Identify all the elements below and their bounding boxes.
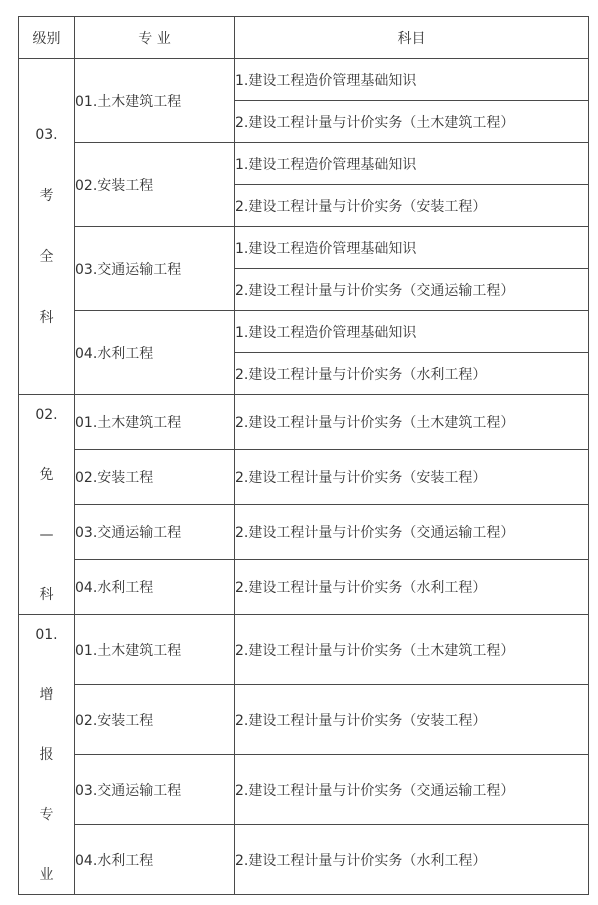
level-name-char: 免 (39, 466, 54, 483)
level-name-char: 考 (39, 188, 54, 204)
level-name-char: 报 (39, 746, 54, 763)
level-label-full (19, 127, 74, 326)
level-cell-exempt-one (19, 395, 75, 615)
major-cell: 02.安装工程 (75, 450, 235, 505)
header-subject: 科目 (235, 17, 589, 59)
subject-cell: 2.建设工程计量与计价实务（水利工程） (235, 825, 589, 895)
subject-cell: 1.建设工程造价管理基础知识 (235, 227, 589, 269)
major-cell: 01.土木建筑工程 (75, 395, 235, 450)
major-cell: 03.交通运输工程 (75, 755, 235, 825)
level-name-char: 科 (39, 310, 54, 326)
level-cell-add-major (19, 615, 75, 895)
major-cell: 01.土木建筑工程 (75, 59, 235, 143)
level-cell-full (19, 59, 75, 395)
table-row (19, 143, 589, 185)
major-cell: 04.水利工程 (75, 825, 235, 895)
subject-cell: 1.建设工程造价管理基础知识 (235, 311, 589, 353)
major-cell: 03.交通运输工程 (75, 505, 235, 560)
subject-cell: 2.建设工程计量与计价实务（交通运输工程） (235, 505, 589, 560)
table-row (19, 615, 589, 685)
subject-cell: 1.建设工程造价管理基础知识 (235, 59, 589, 101)
subject-cell: 2.建设工程计量与计价实务（安装工程） (235, 185, 589, 227)
table-row (19, 59, 589, 101)
table-row (19, 560, 589, 615)
exam-subject-table (18, 16, 589, 895)
table-row (19, 311, 589, 353)
level-label-exempt-one (19, 407, 74, 603)
subject-cell: 2.建设工程计量与计价实务（安装工程） (235, 685, 589, 755)
subject-cell: 2.建设工程计量与计价实务（土木建筑工程） (235, 615, 589, 685)
table-header-row (19, 17, 589, 59)
subject-cell: 1.建设工程造价管理基础知识 (235, 143, 589, 185)
major-cell: 04.水利工程 (75, 311, 235, 395)
subject-cell: 2.建设工程计量与计价实务（交通运输工程） (235, 755, 589, 825)
level-name-char: 业 (39, 866, 54, 883)
level-name-char: 全 (39, 249, 54, 265)
level-label-add-major (19, 627, 74, 883)
subject-cell: 2.建设工程计量与计价实务（交通运输工程） (235, 269, 589, 311)
level-code: 03. (35, 127, 58, 143)
table-row (19, 450, 589, 505)
level-name-char: 科 (39, 586, 54, 603)
table-row (19, 395, 589, 450)
level-name-char: — (39, 526, 54, 543)
subject-cell: 2.建设工程计量与计价实务（土木建筑工程） (235, 101, 589, 143)
table-row (19, 227, 589, 269)
major-cell: 04.水利工程 (75, 560, 235, 615)
table-row (19, 825, 589, 895)
major-cell: 01.土木建筑工程 (75, 615, 235, 685)
major-cell: 03.交通运输工程 (75, 227, 235, 311)
level-name-char: 增 (39, 686, 54, 703)
table-row (19, 505, 589, 560)
major-cell: 02.安装工程 (75, 143, 235, 227)
subject-cell: 2.建设工程计量与计价实务（水利工程） (235, 560, 589, 615)
table-row (19, 755, 589, 825)
header-major: 专 业 (75, 17, 235, 59)
level-code: 01. (35, 626, 58, 643)
subject-cell: 2.建设工程计量与计价实务（安装工程） (235, 450, 589, 505)
header-level: 级别 (19, 17, 75, 59)
major-cell: 02.安装工程 (75, 685, 235, 755)
table-row (19, 685, 589, 755)
subject-cell: 2.建设工程计量与计价实务（土木建筑工程） (235, 395, 589, 450)
level-code: 02. (35, 406, 58, 423)
level-name-char: 专 (39, 806, 54, 823)
subject-cell: 2.建设工程计量与计价实务（水利工程） (235, 353, 589, 395)
